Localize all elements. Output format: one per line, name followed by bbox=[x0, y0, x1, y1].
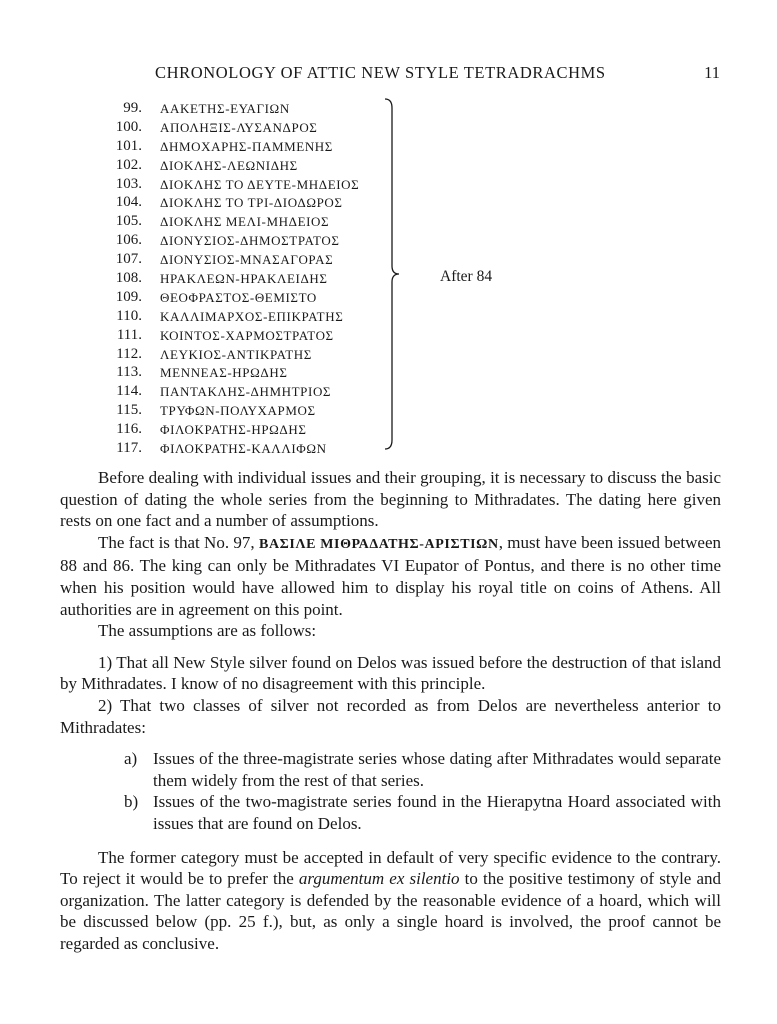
magistrate-number: 113. bbox=[116, 364, 142, 381]
fact-text-start: The fact is that No. 97, bbox=[98, 532, 259, 552]
magistrate-names: ΠΑΝΤΑΚΛΗΣ-ΔΗΜΗΤΡΙΟΣ bbox=[160, 384, 332, 400]
assumption-2: 2) That two classes of silver not recorded as from Delos are nevertheless anterior to Mithradates: bbox=[60, 695, 721, 737]
magistrate-row bbox=[100, 346, 400, 365]
magistrate-number: 115. bbox=[116, 402, 142, 419]
magistrate-number: 101. bbox=[115, 137, 142, 154]
magistrate-names: ΑΑΚΕΤΗΣ-ΕΥΑΓΙΩΝ bbox=[160, 101, 290, 116]
magistrate-row bbox=[100, 176, 400, 195]
magistrate-names: ΜΕΝΝΕΑΣ-ΗΡΩΔΗΣ bbox=[160, 365, 288, 381]
conclusion-text-start: The former category must be accepted in default of very specific evidence to the contrary. To reject it would be to prefer the bbox=[60, 847, 721, 889]
assumption-2a bbox=[60, 748, 721, 791]
magistrate-number: 111. bbox=[116, 326, 142, 343]
magistrate-names: ΔΗΜΟΧΑΡΗΣ-ΠΑΜΜΕΝΗΣ bbox=[160, 138, 333, 154]
item-a-text: Issues of the three-magistrate series whose dating after Mithradates would separate them widely from the rest of that series. bbox=[153, 749, 721, 790]
assumption-1: 1) That all New Style silver found on Delos was issued before the destruction of that island by Mithradates. I know of no disagreement with this principle. bbox=[60, 652, 721, 694]
magistrate-names: ΔΙΟΚΛΗΣ ΤΟ ΤΡΙ-ΔΙΟΔΩΡΟΣ bbox=[160, 195, 343, 211]
magistrate-names: ΗΡΑΚΛΕΩΝ-ΗΡΑΚΛΕΙΔΗΣ bbox=[160, 271, 328, 287]
magistrate-list bbox=[100, 100, 400, 459]
magistrate-names: ΚΑΛΛΙΜΑΡΧΟΣ-ΕΠΙΚΡΑΤΗΣ bbox=[160, 308, 344, 324]
magistrate-row bbox=[100, 213, 400, 232]
magistrate-number: 117. bbox=[116, 440, 142, 457]
magistrate-row bbox=[100, 364, 400, 383]
greek-legend: ΒΑΣΙΛΕ ΜΙΘΡΑΔΑΤΗΣ-ΑΡΙΣΤΙΩΝ bbox=[259, 536, 499, 552]
magistrate-number: 110. bbox=[116, 307, 142, 324]
magistrate-names: ΚΟΙΝΤΟΣ-ΧΑΡΜΟΣΤΡΑΤΟΣ bbox=[160, 327, 334, 343]
latin-phrase: argumentum ex silentio bbox=[298, 869, 460, 889]
magistrate-row bbox=[100, 251, 400, 270]
page-number: 11 bbox=[704, 63, 720, 82]
magistrate-number: 105. bbox=[115, 213, 142, 230]
magistrate-names: ΔΙΟΚΛΗΣ-ΛΕΩΝΙΔΗΣ bbox=[160, 157, 298, 173]
group-date-label: After 84 bbox=[440, 268, 493, 285]
magistrate-row bbox=[100, 138, 400, 157]
magistrate-row bbox=[100, 119, 400, 138]
magistrate-names: ΘΕΟΦΡΑΣΤΟΣ-ΘΕΜΙΣΤΟ bbox=[160, 289, 317, 305]
magistrate-row bbox=[100, 157, 400, 176]
magistrate-number: 106. bbox=[115, 232, 142, 249]
magistrate-number: 107. bbox=[115, 251, 142, 268]
magistrate-names: ΑΠΟΛΗΞΙΣ-ΛΥΣΑΝΔΡΟΣ bbox=[160, 119, 318, 135]
magistrate-row bbox=[100, 383, 400, 402]
magistrate-number: 112. bbox=[116, 345, 142, 362]
magistrate-row bbox=[100, 100, 400, 119]
right-brace bbox=[384, 98, 400, 450]
conclusion-text-end: to the positive testimony of style and organization. The latter category is defended by the reasonable evidence of a hoard, which will be discussed below (pp. 25 f.), but, as only a single hoard is involved, the proof cannot be regarded as conclusive. bbox=[60, 869, 721, 953]
magistrate-row bbox=[100, 402, 400, 421]
magistrate-names: ΔΙΟΝΥΣΙΟΣ-ΔΗΜΟΣΤΡΑΤΟΣ bbox=[160, 233, 340, 249]
paragraph-intro: Before dealing with individual issues and their grouping, it is necessary to discuss the basic question of dating the whole series from the beginning to Mithradates. The dating here given rests on one fact and a number of assumptions. bbox=[60, 468, 721, 531]
magistrate-row bbox=[100, 440, 400, 459]
running-title: CHRONOLOGY OF ATTIC NEW STYLE TETRADRACHMS bbox=[155, 63, 606, 82]
magistrate-number: 114. bbox=[116, 383, 142, 400]
magistrate-names: ΛΕΥΚΙΟΣ-ΑΝΤΙΚΡΑΤΗΣ bbox=[160, 346, 312, 362]
running-header bbox=[155, 63, 720, 83]
magistrate-names: ΤΡΥΦΩΝ-ΠΟΛΥΧΑΡΜΟΣ bbox=[160, 403, 316, 419]
item-b-marker: b) bbox=[124, 792, 139, 812]
magistrate-number: 108. bbox=[115, 270, 142, 287]
body-text bbox=[60, 467, 721, 954]
magistrate-row bbox=[100, 232, 400, 251]
magistrate-names: ΦΙΛΟΚΡΑΤΗΣ-ΚΑΛΛΙΦΩΝ bbox=[160, 441, 327, 457]
magistrate-row bbox=[100, 270, 400, 289]
fact-text-end: , must have been issued between 88 and 86. The king can only be Mithradates VI Eupator of Pontus, and there is no other time when his position would have allowed him to display his royal title on coins of Athens. All authorities are in agreement on this point. bbox=[60, 532, 721, 619]
magistrate-row bbox=[100, 289, 400, 308]
magistrate-number: 100. bbox=[115, 118, 142, 135]
magistrate-names: ΔΙΟΚΛΗΣ ΤΟ ΔΕΥΤΕ-ΜΗΔΕΙΟΣ bbox=[160, 176, 360, 192]
magistrate-row bbox=[100, 308, 400, 327]
magistrate-number: 102. bbox=[115, 156, 142, 173]
magistrate-number: 103. bbox=[115, 175, 142, 192]
magistrate-number: 104. bbox=[115, 194, 142, 211]
item-b-text: Issues of the two-magistrate series found in the Hierapytna Hoard associated with issues that are found on Delos. bbox=[153, 792, 721, 833]
magistrate-names: ΔΙΟΚΛΗΣ ΜΕΛΙ-ΜΗΔΕΙΟΣ bbox=[160, 214, 330, 230]
magistrate-row bbox=[100, 421, 400, 440]
magistrate-names: ΔΙΟΝΥΣΙΟΣ-ΜΝΑΣΑΓΟΡΑΣ bbox=[160, 252, 334, 268]
paragraph-fact bbox=[60, 532, 721, 620]
paragraph-conclusion bbox=[60, 847, 721, 955]
assumption-2b bbox=[60, 791, 721, 834]
paragraph-assumptions: The assumptions are as follows: bbox=[98, 621, 317, 641]
magistrate-number: 99. bbox=[123, 100, 142, 116]
item-a-marker: a) bbox=[124, 749, 138, 769]
magistrate-number: 116. bbox=[116, 421, 142, 438]
magistrate-row bbox=[100, 194, 400, 213]
magistrate-names: ΦΙΛΟΚΡΑΤΗΣ-ΗΡΩΔΗΣ bbox=[160, 422, 307, 438]
magistrate-row bbox=[100, 327, 400, 346]
magistrate-number: 109. bbox=[115, 288, 142, 305]
